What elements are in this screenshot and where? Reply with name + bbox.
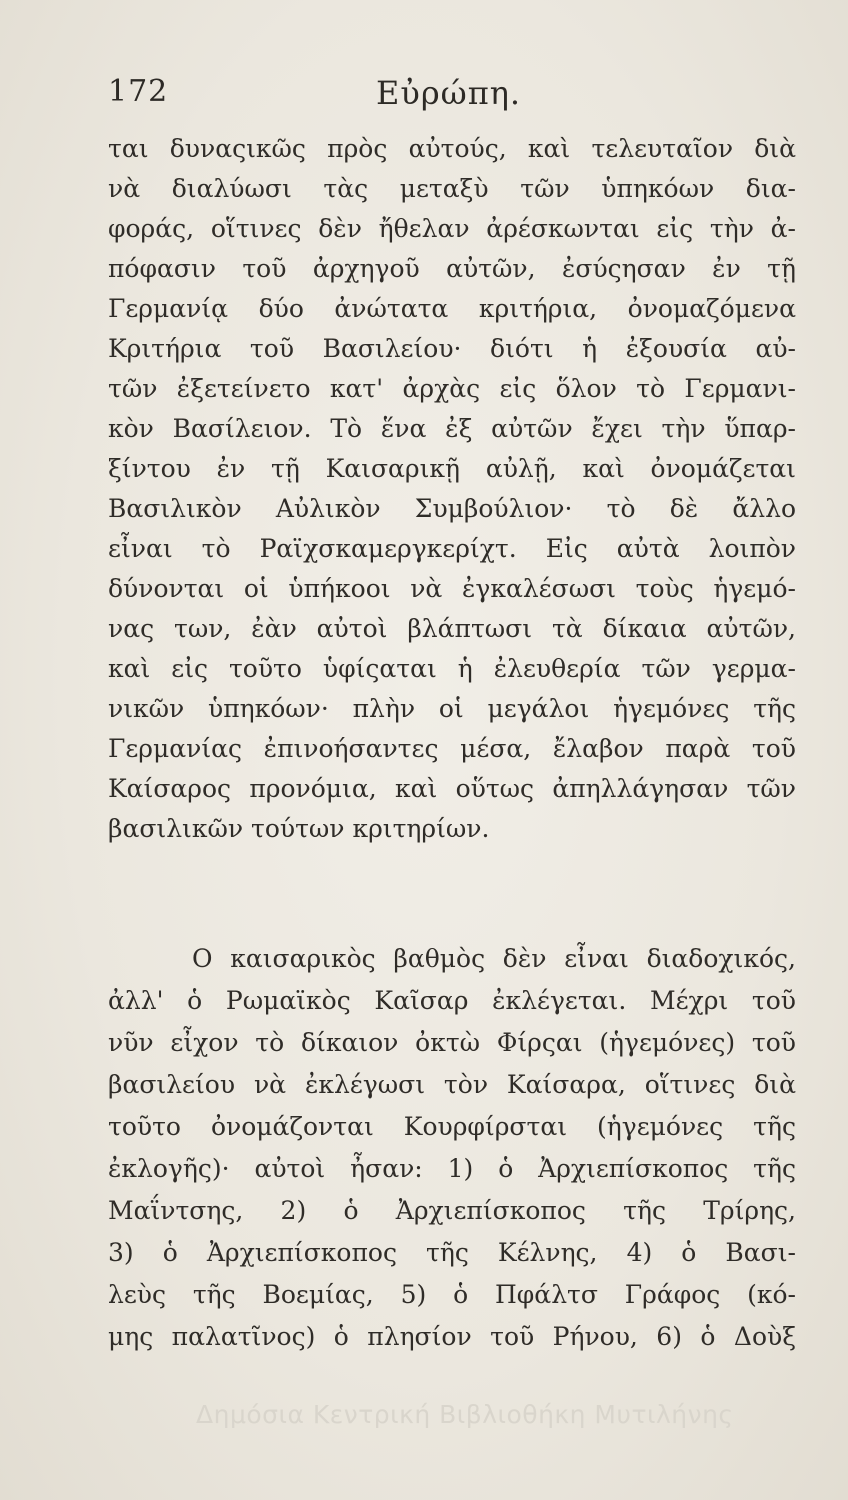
text-line: δύνονται οἱ ὑπήκοοι νὰ ἐγκαλέσωσι τοὺς ἡγεμό- (108, 574, 796, 603)
page-number: 172 (108, 74, 169, 109)
text-line: νὰ διαλύωσι τὰς μεταξὺ τῶν ὑπηκόων δια- (108, 174, 796, 203)
text-line: ται δυναςικῶς πρὸς αὐτούς, καὶ τελευταῖον διὰ (108, 134, 796, 163)
text-line: νῦν εἶχον τὸ δίκαιον ὀκτὼ Φίρςαι (ἡγεμόνες) τοῦ (108, 1028, 796, 1057)
text-line: βασιλείου νὰ ἐκλέγωσι τὸν Καίσαρα, οἵτινες διὰ (108, 1070, 796, 1099)
text-line: Μαΐντσης, 2) ὁ Ἀρχιεπίσκοπος τῆς Τρίρης, (108, 1196, 796, 1225)
text-line: Ο καισαρικὸς βαθμὸς δὲν εἶναι διαδοχικός, (192, 944, 796, 973)
text-line: Καίσαρος προνόμια, καὶ οὕτως ἀπηλλάγησαν τῶν (108, 774, 796, 803)
running-title: Εὐρώπη. (376, 74, 522, 112)
text-line: μης παλατῖνος) ὁ πλησίον τοῦ Ρήνου, 6) ὁ Δοὺξ (108, 1322, 796, 1351)
text-line: καὶ εἰς τοῦτο ὑφίςαται ἡ ἐλευθερία τῶν γερμα- (108, 654, 796, 683)
page-header (108, 74, 788, 114)
text-line: ἐκλογῆς)· αὐτοὶ ἦσαν: 1) ὁ Ἀρχιεπίσκοπος τῆς (108, 1154, 796, 1183)
text-line: ξίντου ἐν τῇ Καισαρικῇ αὐλῇ, καὶ ὀνομάζεται (108, 454, 796, 483)
text-line: 3) ὁ Ἀρχιεπίσκοπος τῆς Κέλνης, 4) ὁ Βασι- (108, 1238, 796, 1267)
text-line: πόφασιν τοῦ ἀρχηγοῦ αὐτῶν, ἐσύςησαν ἐν τῇ (108, 254, 796, 283)
library-watermark: Δημόσια Κεντρική Βιβλιοθήκη Μυτιλήνης (196, 1400, 734, 1429)
text-line: Γερμανίᾳ δύο ἀνώτατα κριτήρια, ὀνομαζόμενα (108, 294, 796, 323)
text-line: τῶν ἐξετείνετο κατ' ἀρχὰς εἰς ὅλον τὸ Γερμανι- (108, 374, 796, 403)
text-line: Κριτήρια τοῦ Βασιλείου· διότι ἡ ἐξουσία αὐ- (108, 334, 796, 363)
text-line: νικῶν ὑπηκόων· πλὴν οἱ μεγάλοι ἡγεμόνες τῆς (108, 694, 796, 723)
text-line: φοράς, οἵτινες δὲν ἤθελαν ἀρέσκωνται εἰς τὴν ἀ- (108, 214, 796, 243)
text-line: Βασιλικὸν Αὐλικὸν Συμβούλιον· τὸ δὲ ἄλλο (108, 494, 796, 523)
text-line: Γερμανίας ἐπινοήσαντες μέσα, ἔλαβον παρὰ τοῦ (108, 734, 796, 763)
text-line: λεὺς τῆς Βοεμίας, 5) ὁ Πφάλτσ Γράφος (κό- (108, 1280, 796, 1309)
text-line: νας των, ἐὰν αὐτοὶ βλάπτωσι τὰ δίκαια αὐτῶν, (108, 614, 796, 643)
text-line: βασιλικῶν τούτων κριτηρίων. (108, 814, 490, 843)
text-line: τοῦτο ὀνομάζονται Κουρφίρσται (ἡγεμόνες τῆς (108, 1112, 796, 1141)
text-line: ἀλλ' ὁ Ρωμαϊκὸς Καῖσαρ ἐκλέγεται. Μέχρι τοῦ (108, 986, 796, 1015)
text-line: εἶναι τὸ Ραϊχσκαμεργκερίχτ. Εἰς αὐτὰ λοιπὸν (108, 534, 796, 563)
text-line: κὸν Βασίλειον. Τὸ ἕνα ἐξ αὐτῶν ἔχει τὴν ὕπαρ- (108, 414, 796, 443)
